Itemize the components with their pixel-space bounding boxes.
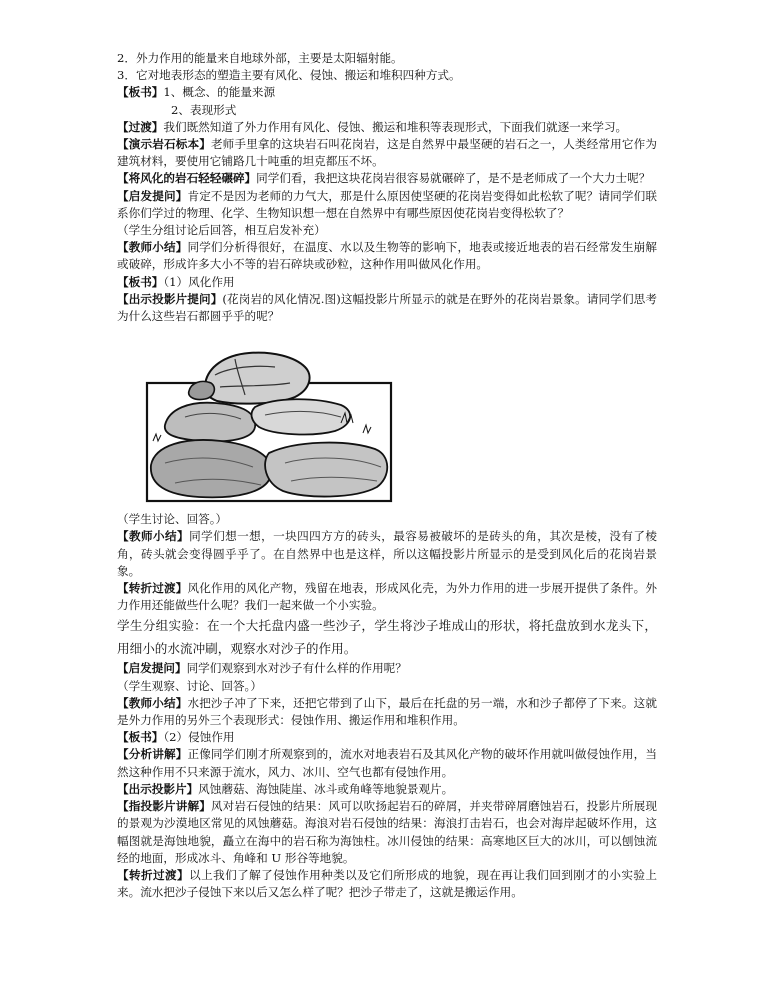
note-text: （1）风化作用	[163, 274, 235, 289]
tag-label: 【指投影片讲解】	[117, 799, 211, 814]
tag-label: 【出示投影片提问】	[117, 291, 223, 306]
tag-label: 【启发提问】	[117, 188, 188, 203]
blackboard-note-1	[117, 84, 657, 101]
paragraph-text: 风蚀蘑菇、海蚀陡崖、冰斗或角峰等地貌景观片。	[198, 781, 454, 796]
tag-label: 【分析讲解】	[117, 747, 188, 762]
paragraph-text: 正像同学们刚才所观察到的，流水对地表岩石及其风化产物的破坏作用就叫做侵蚀作用，当然这种作用不只来源于流水，风力、冰川、空气也都有侵蚀作用。	[117, 747, 657, 779]
tag-label: 【教师小结】	[117, 529, 190, 544]
paragraph-text: 同学们看，我把这块花岗岩很容易就碾碎了，是不是老师成了一个大力士呢？	[256, 171, 651, 186]
show-slide-paragraph	[117, 781, 657, 798]
rock-sample-paragraph	[117, 136, 657, 170]
paragraph-text: 同学们分析得很好，在温度、水以及生物等的影响下，地表或接近地表的岩石经常发生崩解或破碎，形成许多大小不等的岩石碎块或砂粒，这种作用叫做风化作用。	[117, 240, 657, 272]
line-four-ways: 3．它对地表形态的塑造主要有风化、侵蚀、搬运和堆积四种方式。	[117, 68, 461, 83]
tag-label: 【板书】	[117, 85, 164, 100]
tag-label: 【启发提问】	[117, 661, 187, 676]
tag-label: 【板书】	[117, 274, 164, 289]
paragraph-text: 以上我们了解了侵蚀作用种类以及它们所形成的地貌，现在再让我们回到刚才的小实验上来。流水把沙子侵蚀下来以后又怎么样了呢？把沙子带走了，这就是搬运作用。	[117, 867, 657, 900]
teacher-summary-brick	[117, 528, 657, 580]
tag-label: 【将风化的岩石轻轻碾碎】	[117, 171, 257, 186]
paragraph-text: 我们既然知道了外力作用有风化、侵蚀、搬运和堆积等表现形式，下面我们就逐一来学习。	[163, 119, 628, 134]
paragraph-text: 风对岩石侵蚀的结果：风可以吹扬起岩石的碎屑，并夹带碎屑磨蚀岩石，投影片所展现的景观为沙漠地区常见的风蚀蘑菇。海浪对岩石侵蚀的结果：海浪打击岩石，也会对海岸起破坏作用，这幅图就是海蚀地貌，矗立在海中的岩石称为海蚀柱。冰川侵蚀的结果：高寒地区巨大的冰川，可以刨蚀流经的地面，形成冰斗、角峰和 U 形谷等地貌。	[117, 799, 657, 865]
paragraph-text: 肯定不是因为老师的力气大，那是什么原因使坚硬的花岗岩变得如此松软了呢？请同学们联系你们学过的物理、化学、生物知识想一想在自然界中有哪些原因使花岗岩变得松软了？	[117, 188, 657, 220]
paragraph-text: 风化作用的风化产物，残留在地表，形成风化壳，为外力作用的进一步展开提供了条件。外力作用还能做些什么呢？我们一起来做一个小实验。	[117, 581, 657, 613]
slide-question-paragraph	[117, 291, 657, 325]
student-answer-note: （学生讨论、回答。）	[117, 512, 228, 527]
teacher-summary-paragraph	[117, 239, 657, 273]
question-paragraph	[117, 188, 657, 222]
note-text: 1、概念、的能量来源	[163, 85, 276, 100]
tag-label: 【出示投影片】	[117, 781, 199, 796]
tag-label: 【教师小结】	[117, 695, 188, 710]
paragraph-text: (花岗岩的风化情况.图)这幅投影片所显示的就是在野外的花岗岩景象。请同学们思考为什么这些岩石都圆乎乎的呢？	[117, 291, 657, 324]
granite-rocks-illustration	[145, 345, 395, 505]
line-energy-source: 2．外力作用的能量来自地球外部，主要是太阳辐射能。	[117, 51, 403, 65]
teacher-summary-erosion	[117, 695, 657, 729]
blackboard-note-2: 2、表现形式	[171, 102, 237, 117]
tag-label: 【教师小结】	[117, 240, 188, 255]
transition-experiment	[117, 580, 657, 614]
transition-transport	[117, 867, 657, 901]
analysis-paragraph	[117, 746, 657, 780]
paragraph-text: 同学们想一想，一块四四方方的砖头，最容易被破坏的是砖头的角，其次是棱，没有了棱角，砖头就会变得圆乎乎了。在自然界中也是这样，所以这幅投影片所显示的是受到风化后的花岗岩景象。	[117, 529, 657, 578]
note-text: （2）侵蚀作用	[163, 730, 235, 745]
blackboard-erosion	[117, 729, 657, 746]
granite-weathering-figure	[117, 325, 657, 511]
paragraph-text: 水把沙子冲了下来，还把它带到了山下，最后在托盘的另一端，水和沙子都停了下来。这就是外力作用的另外三个表现形式：侵蚀作用、搬运作用和堆积作用。	[117, 695, 657, 728]
question-water-effect	[117, 660, 657, 677]
tag-label: 【转折过渡】	[117, 581, 188, 596]
tag-label: 【板书】	[117, 730, 164, 745]
slide-explanation-paragraph	[117, 798, 657, 867]
document-page	[117, 50, 657, 901]
student-discussion-note: （学生分组讨论后回答，相互启发补充）	[117, 223, 326, 238]
paragraph-text: 同学们观察到水对沙子有什么样的作用呢？	[186, 661, 407, 676]
transition-paragraph	[117, 119, 657, 136]
tag-label: 【演示岩石标本】	[117, 137, 211, 152]
crush-rock-paragraph	[117, 170, 657, 187]
tag-label: 【转折过渡】	[117, 867, 190, 882]
student-observe-note: （学生观察、讨论、回答。）	[117, 678, 262, 693]
blackboard-weathering	[117, 274, 657, 291]
student-experiment: 学生分组实验：在一个大托盘内盛一些沙子，学生将沙子堆成山的形状，将托盘放到水龙头下，用细小的水流冲刷，观察水对沙子的作用。	[117, 618, 657, 657]
paragraph-text: 老师手里拿的这块岩石叫花岗岩，这是自然界中最坚硬的岩石之一，人类经常用它作为建筑材料，要使用它铺路几十吨重的坦克都压不坏。	[117, 137, 657, 169]
tag-label: 【过渡】	[117, 119, 164, 134]
